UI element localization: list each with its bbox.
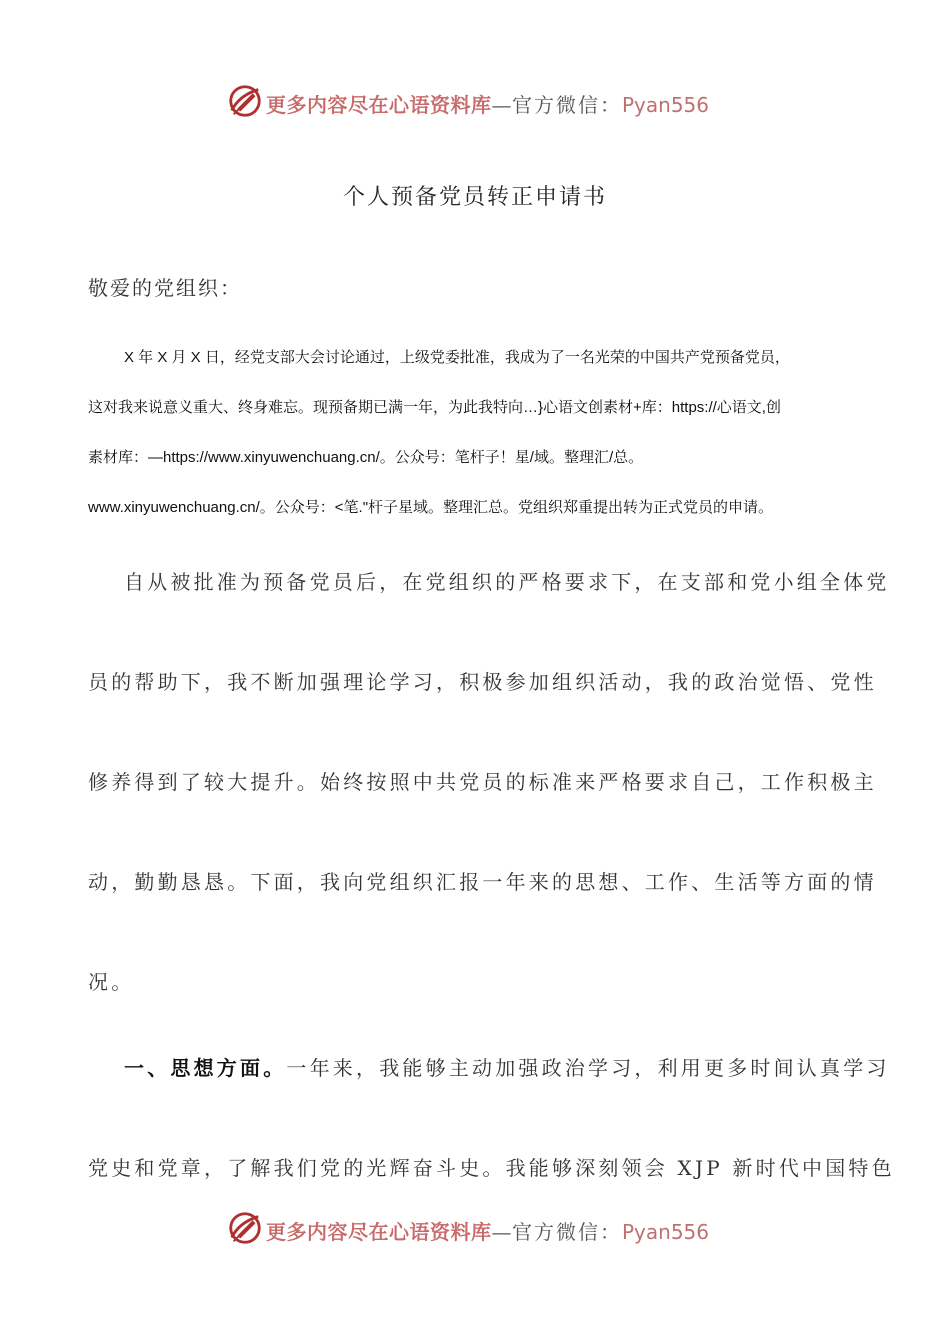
body-line: 员的帮助下，我不断加强理论学习，积极参加组织活动，我的政治觉悟、党性 [88,670,877,694]
body-line: 动，勤勤恳恳。下面，我向党组织汇报一年来的思想、工作、生活等方面的情 [88,870,877,894]
intro-line: 这对我来说意义重大、终身难忘。现预备期已满一年，为此我特向…}心语文创素材+库：https://心语文,创 [88,399,781,416]
banner-wechat-label: 官方微信： [512,93,622,117]
pen-logo-icon [226,82,264,120]
header-banner [0,80,950,124]
intro-line: X 年 X 月 X 日，经党支部大会讨论通过，上级党委批准，我成为了一名光荣的中国共产党预备党员， [124,349,790,366]
banner-text [266,1216,709,1245]
section-text: 一年来，我能够主动加强政治学习，利用更多时间认真学习 [286,1056,890,1080]
banner-separator: — [491,93,512,117]
banner-brand: 更多内容尽在心语资料库 [266,93,492,117]
intro-line: www.xinyuwenchuang.cn/。公众号：<笔."杆子星域。整理汇总。党组织郑重提出转为正式党员的申请。 [88,499,774,516]
pen-logo-icon [226,1209,264,1247]
intro-line: 素材库：—https://www.xinyuwenchuang.cn/。公众号：笔杆子！星/域。整理汇/总。 [88,449,644,466]
body-line: 自从被批准为预备党员后，在党组织的严格要求下，在支部和党小组全体党 [124,570,890,594]
banner-wechat-id: Pyan556 [622,1220,710,1244]
body-line: 修养得到了较大提升。始终按照中共党员的标准来严格要求自己，工作积极主 [88,770,877,794]
section-line [124,1052,890,1081]
salutation: 敬爱的党组织： [88,276,242,300]
section-line: 党史和党章，了解我们党的光辉奋斗史。我能够深刻领会 XJP 新时代中国特色 [88,1156,895,1180]
banner-text [266,89,709,118]
banner-wechat-id: Pyan556 [622,93,710,117]
banner-wechat-label: 官方微信： [512,1220,622,1244]
footer-banner [0,1207,950,1251]
banner-brand: 更多内容尽在心语资料库 [266,1220,492,1244]
banner-separator: — [491,1220,512,1244]
document-title: 个人预备党员转正申请书 [342,185,607,210]
section-heading: 一、思想方面。 [124,1056,287,1080]
body-line: 况。 [88,970,135,994]
